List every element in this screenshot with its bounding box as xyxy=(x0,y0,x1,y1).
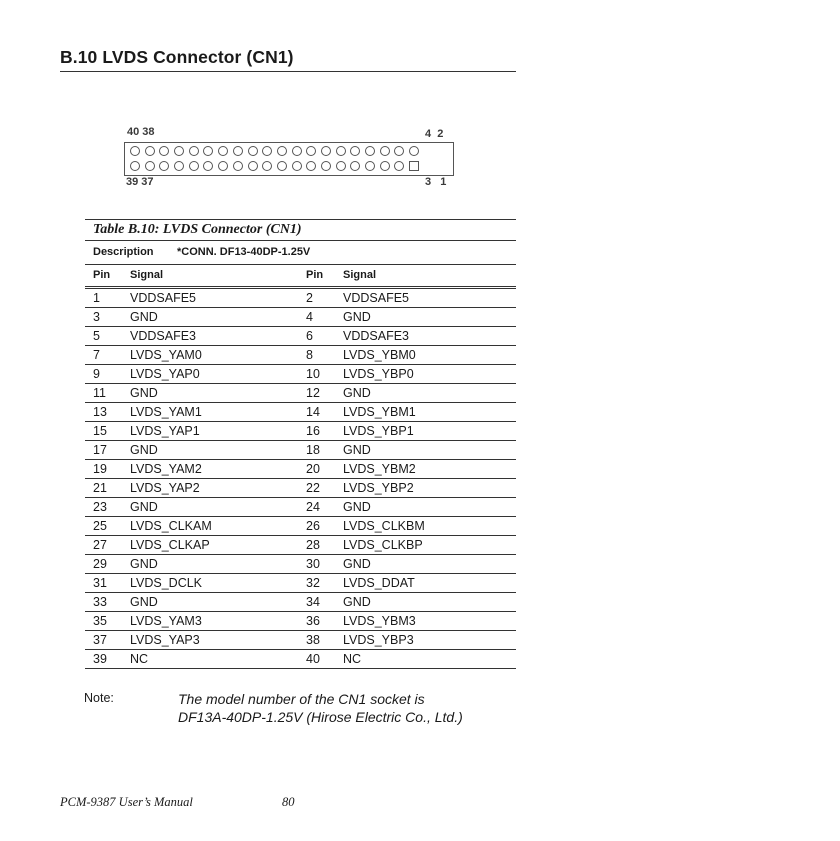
pin-hole xyxy=(233,161,243,171)
signal-name: GND xyxy=(130,557,158,571)
pin-number: 14 xyxy=(306,405,320,419)
pin-number: 39 xyxy=(93,652,107,666)
pin-number: 15 xyxy=(93,424,107,438)
pin-hole xyxy=(292,146,302,156)
pin-number: 38 xyxy=(306,633,320,647)
signal-name: GND xyxy=(343,310,371,324)
pin-hole xyxy=(394,161,404,171)
table-row xyxy=(85,346,516,365)
pin-number: 33 xyxy=(93,595,107,609)
signal-name: LVDS_CLKAM xyxy=(130,519,212,533)
header-signal: Signal xyxy=(343,269,377,281)
signal-name: GND xyxy=(130,500,158,514)
pin-hole xyxy=(189,146,199,156)
pin-hole xyxy=(336,146,346,156)
pin-hole xyxy=(277,146,287,156)
table-caption: Table B.10: LVDS Connector (CN1) xyxy=(85,219,516,241)
signal-name: GND xyxy=(130,443,158,457)
signal-name: LVDS_YAP3 xyxy=(130,633,200,647)
pin-number: 28 xyxy=(306,538,320,552)
pin-number: 37 xyxy=(93,633,107,647)
pin-row-even xyxy=(130,146,419,156)
pin-number: 18 xyxy=(306,443,320,457)
header-signal: Signal xyxy=(130,269,164,281)
pin-hole xyxy=(248,161,258,171)
signal-name: LVDS_YAM1 xyxy=(130,405,202,419)
signal-name: VDDSAFE3 xyxy=(130,329,196,343)
table-row xyxy=(85,631,516,650)
signal-name: GND xyxy=(343,443,371,457)
pin-1-square xyxy=(409,161,419,171)
pin-hole xyxy=(130,146,140,156)
pin-number: 30 xyxy=(306,557,320,571)
signal-name: LVDS_DDAT xyxy=(343,576,415,590)
pin-number: 7 xyxy=(93,348,100,362)
table-row xyxy=(85,289,516,308)
table-row xyxy=(85,403,516,422)
pin-label-bottom-right: 3 1 xyxy=(425,176,447,188)
table-row xyxy=(85,460,516,479)
signal-name: LVDS_YAP1 xyxy=(130,424,200,438)
pin-hole xyxy=(336,161,346,171)
pin-number: 32 xyxy=(306,576,320,590)
note-line: DF13A-40DP-1.25V (Hirose Electric Co., Ltd.) xyxy=(178,709,463,725)
table-description-row xyxy=(85,241,516,265)
description-value: *CONN. DF13-40DP-1.25V xyxy=(177,246,311,258)
pin-number: 4 xyxy=(306,310,313,324)
pin-number: 13 xyxy=(93,405,107,419)
lvds-pin-table xyxy=(85,219,516,669)
pin-hole xyxy=(321,146,331,156)
pin-hole xyxy=(365,146,375,156)
connector-body xyxy=(124,142,454,176)
signal-name: VDDSAFE5 xyxy=(343,291,409,305)
pin-label-top-right: 4 2 xyxy=(425,128,444,140)
pin-number: 17 xyxy=(93,443,107,457)
pin-hole xyxy=(174,146,184,156)
table-row xyxy=(85,479,516,498)
pin-hole xyxy=(218,161,228,171)
table-row xyxy=(85,650,516,669)
pin-number: 6 xyxy=(306,329,313,343)
pin-number: 26 xyxy=(306,519,320,533)
header-pin: Pin xyxy=(306,269,324,281)
pin-number: 3 xyxy=(93,310,100,324)
pin-number: 40 xyxy=(306,652,320,666)
section-title: B.10 LVDS Connector (CN1) xyxy=(60,47,294,67)
pin-label-bottom-left: 39 37 xyxy=(126,176,154,188)
signal-name: NC xyxy=(130,652,149,666)
pin-number: 10 xyxy=(306,367,320,381)
pin-number: 25 xyxy=(93,519,107,533)
pin-label-top-left: 40 38 xyxy=(127,126,155,138)
table-row xyxy=(85,327,516,346)
note-line: The model number of the CN1 socket is xyxy=(178,691,425,707)
signal-name: LVDS_YBP3 xyxy=(343,633,414,647)
signal-name: LVDS_YBM2 xyxy=(343,462,416,476)
pin-number: 35 xyxy=(93,614,107,628)
description-label: Description xyxy=(93,246,154,258)
pin-hole xyxy=(233,146,243,156)
signal-name: VDDSAFE5 xyxy=(130,291,196,305)
pin-hole xyxy=(159,146,169,156)
pin-hole xyxy=(306,161,316,171)
signal-name: VDDSAFE3 xyxy=(343,329,409,343)
signal-name: LVDS_YBP1 xyxy=(343,424,414,438)
pin-hole xyxy=(277,161,287,171)
pin-hole xyxy=(189,161,199,171)
signal-name: GND xyxy=(130,595,158,609)
table-row xyxy=(85,517,516,536)
pin-number: 24 xyxy=(306,500,320,514)
pin-hole xyxy=(306,146,316,156)
signal-name: LVDS_YAM3 xyxy=(130,614,202,628)
signal-name: LVDS_CLKAP xyxy=(130,538,210,552)
signal-name: LVDS_YAP0 xyxy=(130,367,200,381)
pin-hole xyxy=(350,146,360,156)
pin-number: 31 xyxy=(93,576,107,590)
pin-hole xyxy=(394,146,404,156)
table-row xyxy=(85,441,516,460)
pin-number: 36 xyxy=(306,614,320,628)
signal-name: LVDS_YAP2 xyxy=(130,481,200,495)
table-row xyxy=(85,422,516,441)
note-text xyxy=(178,690,508,726)
pin-hole xyxy=(159,161,169,171)
signal-name: LVDS_YAM2 xyxy=(130,462,202,476)
table-header-row xyxy=(85,265,516,289)
pin-hole xyxy=(203,146,213,156)
signal-name: LVDS_YBM1 xyxy=(343,405,416,419)
pin-hole xyxy=(380,146,390,156)
pin-number: 23 xyxy=(93,500,107,514)
connector-diagram xyxy=(122,126,462,192)
pin-hole xyxy=(145,161,155,171)
table-row xyxy=(85,593,516,612)
pin-number: 21 xyxy=(93,481,107,495)
pin-hole xyxy=(262,146,272,156)
pin-hole xyxy=(350,161,360,171)
pin-number: 2 xyxy=(306,291,313,305)
pin-number: 9 xyxy=(93,367,100,381)
table-body xyxy=(85,289,516,669)
section-rule xyxy=(60,71,516,72)
pin-number: 12 xyxy=(306,386,320,400)
signal-name: LVDS_CLKBM xyxy=(343,519,425,533)
pin-number: 22 xyxy=(306,481,320,495)
signal-name: GND xyxy=(130,310,158,324)
signal-name: GND xyxy=(343,386,371,400)
footer-page-number: 80 xyxy=(282,795,295,809)
pin-number: 19 xyxy=(93,462,107,476)
pin-row-odd xyxy=(130,161,419,171)
signal-name: LVDS_YBM3 xyxy=(343,614,416,628)
table-row xyxy=(85,308,516,327)
pin-number: 27 xyxy=(93,538,107,552)
table-row xyxy=(85,555,516,574)
signal-name: GND xyxy=(130,386,158,400)
pin-number: 8 xyxy=(306,348,313,362)
pin-number: 34 xyxy=(306,595,320,609)
pin-hole xyxy=(248,146,258,156)
pin-hole xyxy=(262,161,272,171)
pin-hole xyxy=(292,161,302,171)
table-row xyxy=(85,612,516,631)
footer-manual-title: PCM-9387 User’s Manual xyxy=(60,795,193,809)
signal-name: GND xyxy=(343,595,371,609)
pin-number: 11 xyxy=(93,386,106,400)
table-row xyxy=(85,536,516,555)
note-label: Note: xyxy=(84,691,114,705)
pin-hole xyxy=(218,146,228,156)
header-pin: Pin xyxy=(93,269,111,281)
pin-hole xyxy=(409,146,419,156)
pin-hole xyxy=(321,161,331,171)
signal-name: NC xyxy=(343,652,362,666)
pin-number: 1 xyxy=(93,291,100,305)
pin-hole xyxy=(203,161,213,171)
table-row xyxy=(85,498,516,517)
pin-number: 16 xyxy=(306,424,320,438)
signal-name: LVDS_YBP0 xyxy=(343,367,414,381)
table-row xyxy=(85,384,516,403)
pin-hole xyxy=(130,161,140,171)
table-row xyxy=(85,365,516,384)
signal-name: LVDS_YBM0 xyxy=(343,348,416,362)
signal-name: LVDS_YBP2 xyxy=(343,481,414,495)
pin-hole xyxy=(145,146,155,156)
pin-hole xyxy=(174,161,184,171)
table-row xyxy=(85,574,516,593)
signal-name: LVDS_YAM0 xyxy=(130,348,202,362)
pin-number: 29 xyxy=(93,557,107,571)
signal-name: LVDS_CLKBP xyxy=(343,538,423,552)
pin-hole xyxy=(380,161,390,171)
pin-hole xyxy=(365,161,375,171)
signal-name: GND xyxy=(343,557,371,571)
pin-number: 20 xyxy=(306,462,320,476)
signal-name: GND xyxy=(343,500,371,514)
signal-name: LVDS_DCLK xyxy=(130,576,203,590)
pin-number: 5 xyxy=(93,329,100,343)
